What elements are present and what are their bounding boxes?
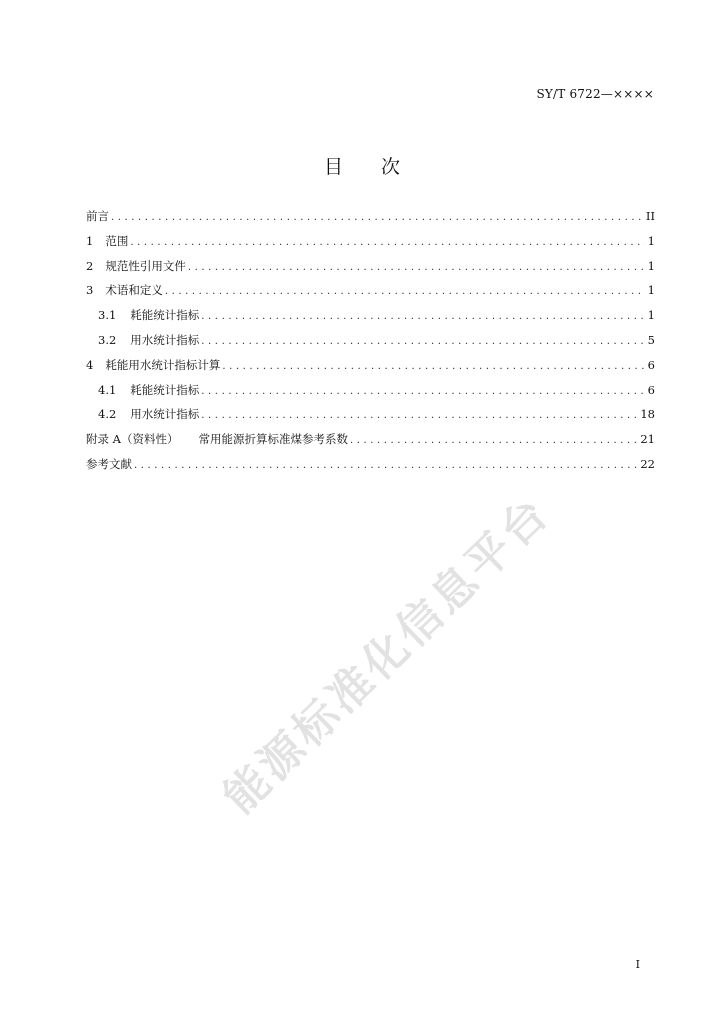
toc-entry-number: 3 — [86, 283, 94, 298]
toc-title — [0, 152, 724, 179]
toc-entry-3-1[interactable] — [86, 307, 655, 332]
toc-entry-page: 1 — [647, 283, 655, 298]
toc-title-part1: 目 — [323, 156, 343, 178]
toc-entry-page: 1 — [647, 258, 655, 273]
toc-leader-dots — [222, 361, 644, 372]
toc-entry-label: 耗能统计指标 — [130, 308, 200, 323]
toc-entry-scope[interactable] — [86, 233, 655, 258]
toc-leader-dots — [201, 336, 644, 347]
toc-entry-calculation[interactable] — [86, 357, 655, 382]
toc-title-part2: 次 — [381, 156, 401, 178]
document-code: SY/T 6722—×××× — [536, 87, 654, 101]
toc-leader-dots — [130, 237, 644, 248]
toc-entry-appendix-a[interactable] — [86, 431, 655, 456]
toc-leader-dots — [201, 311, 644, 322]
toc-entry-label: 用水统计指标 — [130, 407, 200, 422]
toc-entry-label: 耗能统计指标 — [130, 382, 200, 397]
table-of-contents — [86, 208, 655, 481]
toc-leader-dots — [111, 212, 643, 223]
page-number: I — [635, 958, 640, 971]
toc-leader-dots — [134, 460, 637, 471]
watermark: 能源标准化信息平台 — [214, 486, 561, 824]
toc-entry-number: 4.2 — [98, 407, 117, 422]
toc-entry-page: 6 — [647, 357, 655, 372]
toc-entry-page: 1 — [647, 233, 655, 248]
toc-entry-number: 3.2 — [98, 332, 117, 347]
toc-entry-page: 21 — [640, 432, 655, 447]
toc-entry-page: 1 — [647, 308, 655, 323]
toc-entry-number: 2 — [86, 258, 94, 273]
toc-entry-label: 耗能用水统计指标计算 — [105, 357, 221, 372]
toc-entry-label: 参考文献 — [86, 456, 132, 471]
toc-entry-page: 6 — [647, 382, 655, 397]
toc-entry-number: 4.1 — [98, 382, 117, 397]
toc-leader-dots — [165, 286, 645, 297]
toc-entry-label: 用水统计指标 — [130, 332, 200, 347]
toc-entry-label: 范围 — [105, 233, 129, 248]
toc-leader-dots — [201, 410, 637, 421]
toc-entry-label: 常用能源折算标准煤参考系数 — [198, 432, 348, 447]
toc-entry-page: 22 — [640, 456, 655, 471]
toc-entry-page: II — [645, 209, 655, 223]
toc-entry-page: 5 — [647, 332, 655, 347]
toc-entry-label: 术语和定义 — [105, 283, 163, 298]
toc-entry-page: 18 — [640, 407, 655, 422]
toc-entry-4-1[interactable] — [86, 382, 655, 407]
toc-entry-number: 3.1 — [98, 308, 117, 323]
toc-entry-3-2[interactable] — [86, 332, 655, 357]
toc-entry-number: 4 — [86, 357, 94, 372]
toc-entry-foreword[interactable] — [86, 208, 655, 233]
toc-entry-terms-definitions[interactable] — [86, 282, 655, 307]
toc-entry-number: 1 — [86, 233, 94, 248]
toc-leader-dots — [350, 435, 637, 446]
toc-entry-bibliography[interactable] — [86, 456, 655, 481]
toc-entry-label: 规范性引用文件 — [105, 258, 186, 273]
toc-entry-label: 前言 — [86, 209, 109, 223]
toc-entry-normative-references[interactable] — [86, 258, 655, 283]
toc-entry-number: 附录 A（资料性） — [86, 432, 179, 447]
toc-entry-4-2[interactable] — [86, 406, 655, 431]
toc-leader-dots — [188, 262, 645, 273]
toc-leader-dots — [201, 386, 644, 397]
